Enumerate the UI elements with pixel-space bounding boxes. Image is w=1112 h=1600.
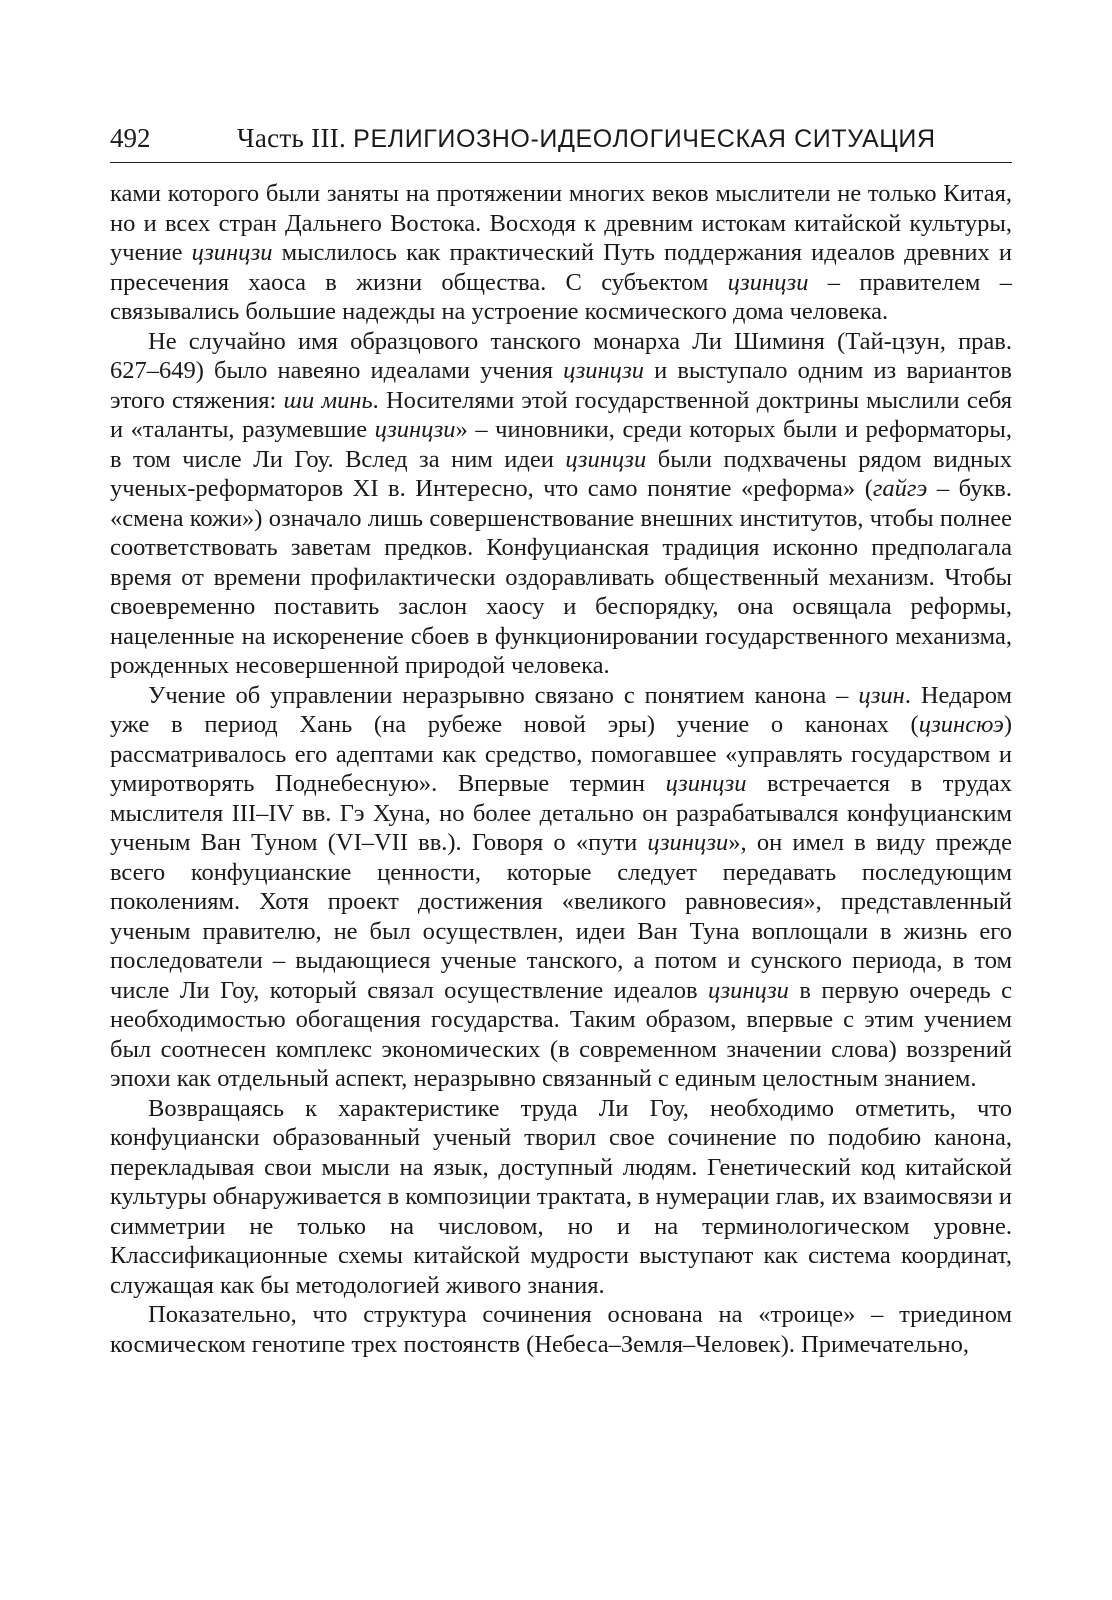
body-text — [110, 179, 1012, 1359]
running-head — [237, 118, 936, 159]
paragraph-3: Учение об управлении неразрывно связано с понятием канона – цзин. Недаром уже в период Хань (на рубеже новой эры) учение о канонах (цзинсюэ) рассматривалось его адептами как средство, помогавшее «управлять государством и умиротворять Поднебесную». Впервые термин цзинцзи встречается в трудах мыслителя III–IV вв. Гэ Хуна, но более детально он разрабатывался конфуцианским ученым Ван Туном (VI–VII вв.). Говоря о «пути цзинцзи», он имел в виду прежде всего конфуцианские ценности, которые следует передавать последующим поколениям. Хотя проект достижения «великого равновесия», представленный ученым правителю, не был осуществлен, идеи Ван Туна воплощали в жизнь его последователи – выдающиеся ученые танского, а потом и сунского периода, в том числе Ли Гоу, который связал осуществление идеалов цзинцзи в первую очередь с необходимостью обогащения государства. Таким образом, впервые с этим учением был соотнесен комплекс экономических (в современном значении слова) воззрений эпохи как отдельный аспект, неразрывно связанный с единым целостным знанием. — [110, 681, 1013, 1092]
page-number: 492 — [110, 123, 151, 153]
part-label: Часть III. — [237, 123, 347, 153]
paragraph-4: Возвращаясь к характеристике труда Ли Гоу, необходимо отметить, что конфуциански образованный ученый творил свое сочинение по подобию канона, перекладывая свои мысли на язык, доступный людям. Генетический код китайской культуры обнаруживается в композиции трактата, в нумерации глав, их взаимосвязи и симметрии не только на числовом, но и на терминологическом уровне. Классификационные схемы китайской мудрости выступают как система координат, служащая как бы методологией живого знания. — [110, 1094, 1012, 1299]
book-page — [110, 118, 1012, 1359]
paragraph-1: ками которого были заняты на протяжении многих веков мыслители не только Китая, но и всех стран Дальнего Востока. Восходя к древним истокам китайской культуры, учение цзинцзи мыслилось как практический Путь поддержания идеалов древних и пресечения хаоса в жизни общества. С субъектом цзинцзи – правителем – связывались большие надежды на устроение космического дома человека. — [110, 180, 1013, 325]
page-header — [110, 118, 1012, 163]
section-title: РЕЛИГИОЗНО-ИДЕОЛОГИЧЕСКАЯ СИТУАЦИЯ — [353, 125, 936, 153]
paragraph-5: Показательно, что структура сочинения основана на «троице» – триедином космическом генотипе трех постоянств (Небеса–Земля–Человек). Примечательно, — [110, 1301, 1012, 1358]
paragraph-2: Не случайно имя образцового танского монарха Ли Шиминя (Тай-цзун, прав. 627–649) было навеяно идеалами учения цзинцзи и выступало одним из вариантов этого стяжения: ши минь. Носителями этой государственной доктрины мыслили себя и «таланты, разумевшие цзинцзи» – чиновники, среди которых были и реформаторы, в том числе Ли Гоу. Вслед за ним идеи цзинцзи были подхвачены рядом видных ученых-реформаторов XI в. Интересно, что само понятие «реформа» (гайгэ – букв. «смена кожи») означало лишь совершенствование внешних институтов, чтобы полнее соответствовать заветам предков. Конфуцианская традиция исконно предполагала время от времени профилактически оздоравливать общественный механизм. Чтобы своевременно поставить заслон хаосу и беспорядку, она освящала реформы, нацеленные на искоренение сбоев в функционировании государственного механизма, рожденных несовершенной природой человека. — [110, 327, 1012, 679]
